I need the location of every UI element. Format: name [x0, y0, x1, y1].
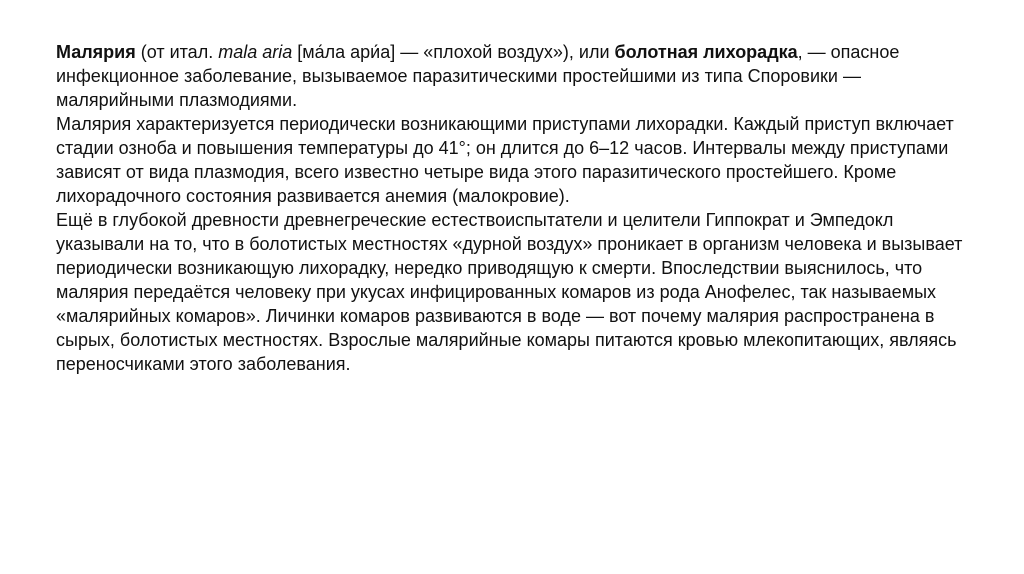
paragraph-history: Ещё в глубокой древности древнегреческие естествоиспытатели и целители Гиппократ и Эмпедокл указывали на то, что в болотистых местностях «дурной воздух» проникает в организм человека и вызывает периодически возникающую лихорадку, нередко приводящую к смерти. Впоследствии выяснилось, что малярия передаётся человеку при укусах инфицированных комаров из рода Анофелес, так называемых «малярийных комаров». Личинки комаров развиваются в воде — вот почему малярия распространена в сырых, болотистых местностях. Взрослые малярийные комары питаются кровью млекопитающих, являясь переносчиками этого заболевания. [56, 210, 963, 374]
term-swamp-fever: болотная лихорадка [614, 42, 798, 62]
paragraph-symptoms: Малярия характеризуется периодически возникающими приступами лихорадки. Каждый приступ включает стадии озноба и повышения температуры до 41°; он длится до 6–12 часов. Интервалы между приступами зависят от вида плазмодия, всего известно четыре вида этого паразитического простейшего. Кроме лихорадочного состояния развивается анемия (малокровие). [56, 114, 954, 206]
definition-text-1: (от итал. [135, 42, 219, 62]
paragraph-definition [56, 40, 976, 112]
main-text-block [56, 40, 976, 376]
term-malaria: Малярия [56, 42, 136, 62]
definition-text-2: [ма́ла ари́а] — «плохой воздух»), или [292, 42, 615, 62]
definition-text-3: , — опасное инфекционное заболевание, вызываемое паразитическими простейшими из типа Споровики — малярийными плазмодиями. [56, 42, 900, 110]
italian-term: mala aria [218, 42, 293, 62]
